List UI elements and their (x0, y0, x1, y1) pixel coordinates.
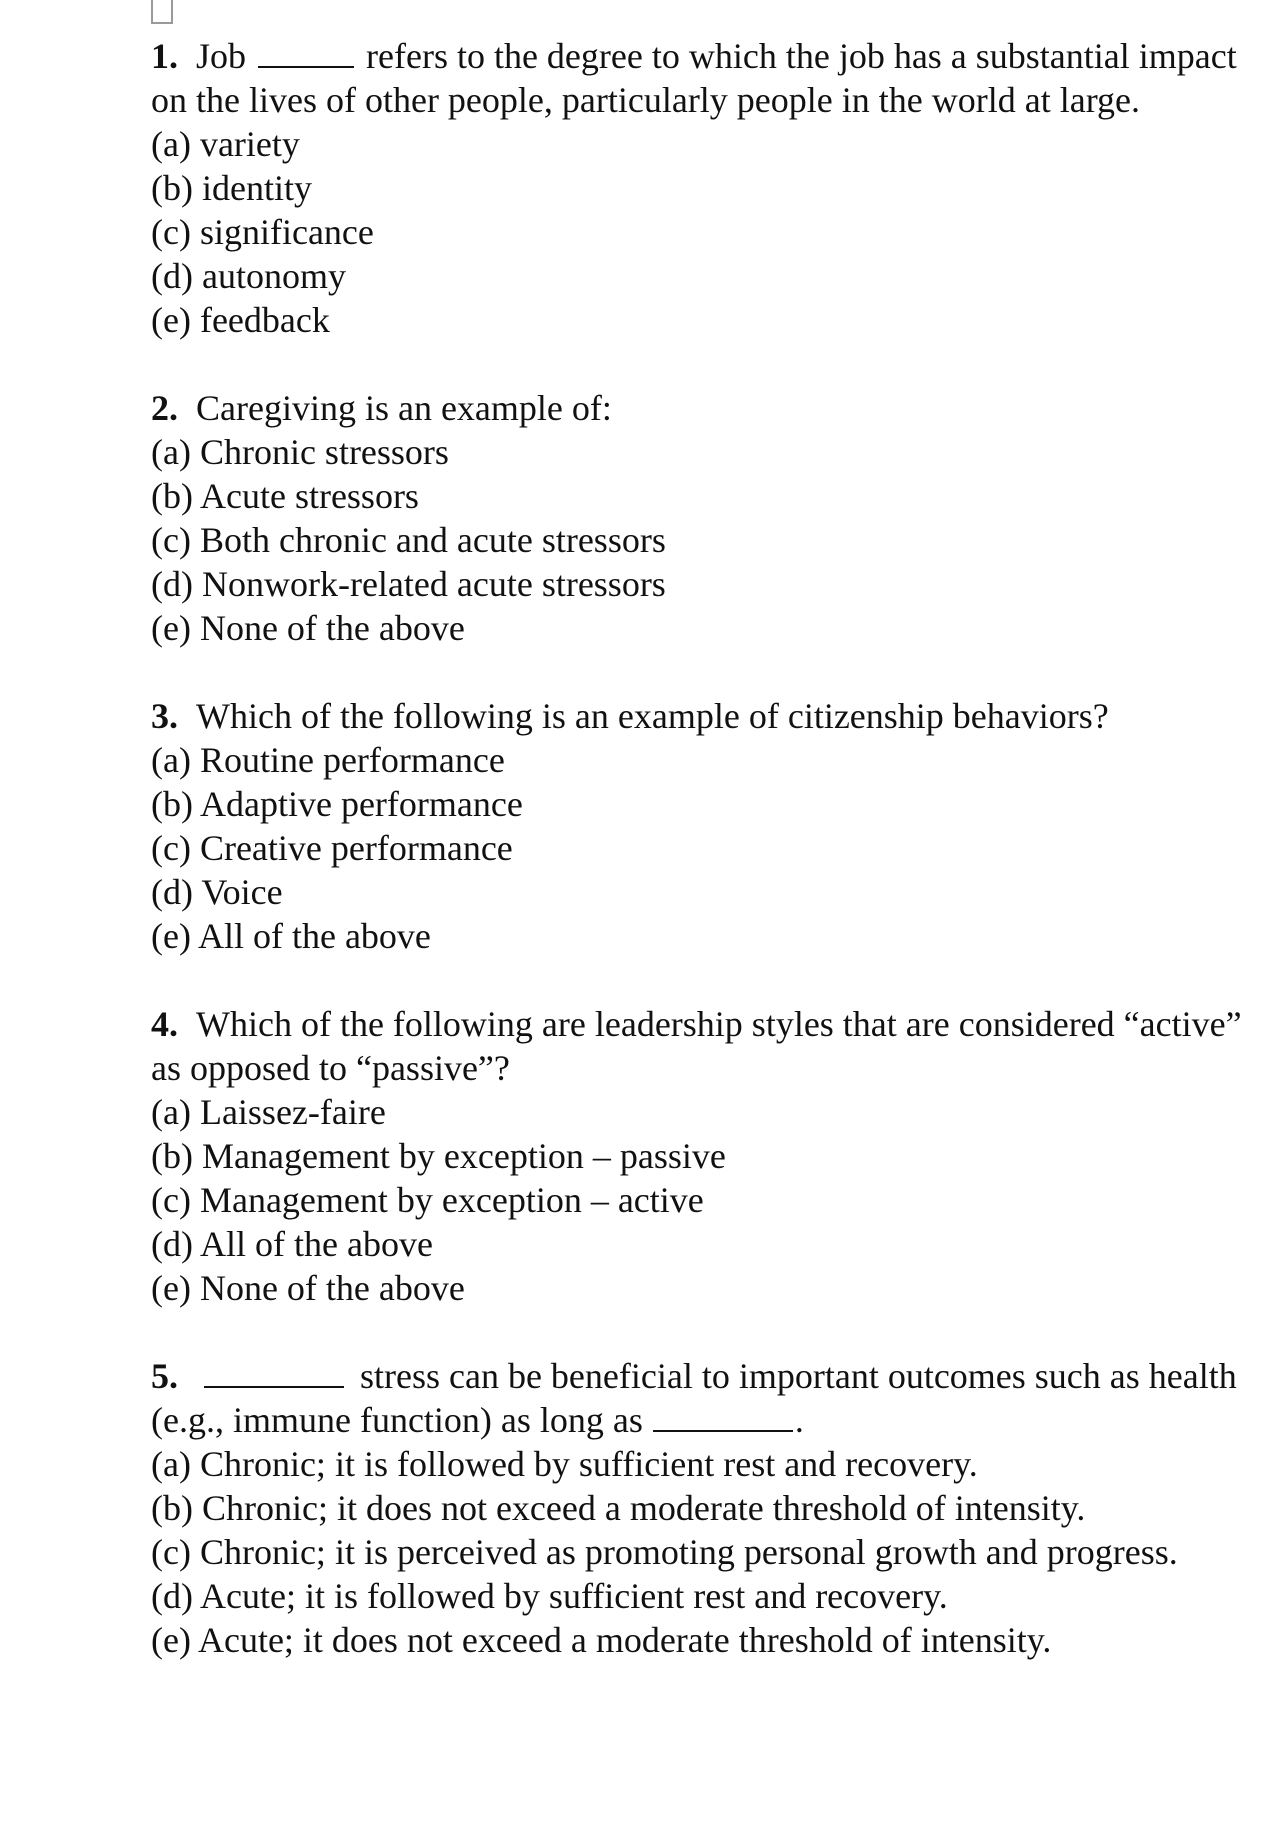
option-c: (c) Chronic; it is perceived as promoting personal growth and progress. (151, 1532, 1178, 1572)
option-b: (b) Chronic; it does not exceed a moderate threshold of intensity. (151, 1488, 1086, 1528)
question-stem-end: . (794, 1400, 804, 1440)
option-e: (e) feedback (151, 300, 330, 340)
option-d: (d) Acute; it is followed by sufficient rest and recovery. (151, 1576, 948, 1616)
option-b: (b) Management by exception – passive (151, 1136, 726, 1176)
option-b: (b) identity (151, 168, 312, 208)
option-d: (d) Nonwork-related acute stressors (151, 564, 666, 604)
option-b: (b) Adaptive performance (151, 784, 523, 824)
option-a: (a) Routine performance (151, 740, 505, 780)
option-a: (a) Chronic; it is followed by sufficient rest and recovery. (151, 1444, 978, 1484)
question-2-stem (151, 386, 1251, 430)
question-3-stem (151, 694, 1251, 738)
option-e: (e) Acute; it does not exceed a moderate threshold of intensity. (151, 1620, 1052, 1660)
option-e: (e) None of the above (151, 1268, 465, 1308)
question-5-stem (151, 1354, 1251, 1442)
question-stem-text: stress can be beneficial to important outcomes such as health (e.g., immune function) as long as (151, 1356, 1237, 1440)
question-stem-start: Job (196, 36, 247, 76)
option-c: (c) Both chronic and acute stressors (151, 520, 666, 560)
option-a: (a) Laissez-faire (151, 1092, 386, 1132)
option-c: (c) significance (151, 212, 374, 252)
question-number: 1. (151, 36, 178, 76)
selection-checkbox[interactable] (151, 0, 173, 24)
question-5 (151, 1354, 1251, 1662)
question-stem-text: Which of the following are leadership styles that are considered “active” as opposed to “passive”? (151, 1004, 1242, 1088)
option-e: (e) None of the above (151, 608, 465, 648)
question-4-stem (151, 1002, 1251, 1090)
option-d: (d) All of the above (151, 1224, 433, 1264)
option-d: (d) Voice (151, 872, 283, 912)
fill-in-blank (653, 1398, 793, 1432)
option-e: (e) All of the above (151, 916, 431, 956)
question-3 (151, 694, 1251, 958)
option-c: (c) Management by exception – active (151, 1180, 704, 1220)
fill-in-blank (204, 1354, 344, 1388)
option-d: (d) autonomy (151, 256, 346, 296)
question-stem-text: Which of the following is an example of citizenship behaviors? (196, 696, 1109, 736)
quiz-document (151, 34, 1251, 1706)
question-number: 2. (151, 388, 178, 428)
question-2 (151, 386, 1251, 650)
option-b: (b) Acute stressors (151, 476, 419, 516)
question-4 (151, 1002, 1251, 1310)
question-1-stem (151, 34, 1251, 122)
question-stem-text: Caregiving is an example of: (196, 388, 612, 428)
question-number: 4. (151, 1004, 178, 1044)
question-1 (151, 34, 1251, 342)
question-number: 5. (151, 1356, 178, 1396)
question-stem-end: refers to the degree to which the job has a substantial impact on the lives of other people, particularly people in the world at large. (151, 36, 1237, 120)
option-c: (c) Creative performance (151, 828, 513, 868)
option-a: (a) Chronic stressors (151, 432, 449, 472)
question-number: 3. (151, 696, 178, 736)
fill-in-blank (258, 34, 354, 68)
option-a: (a) variety (151, 124, 300, 164)
